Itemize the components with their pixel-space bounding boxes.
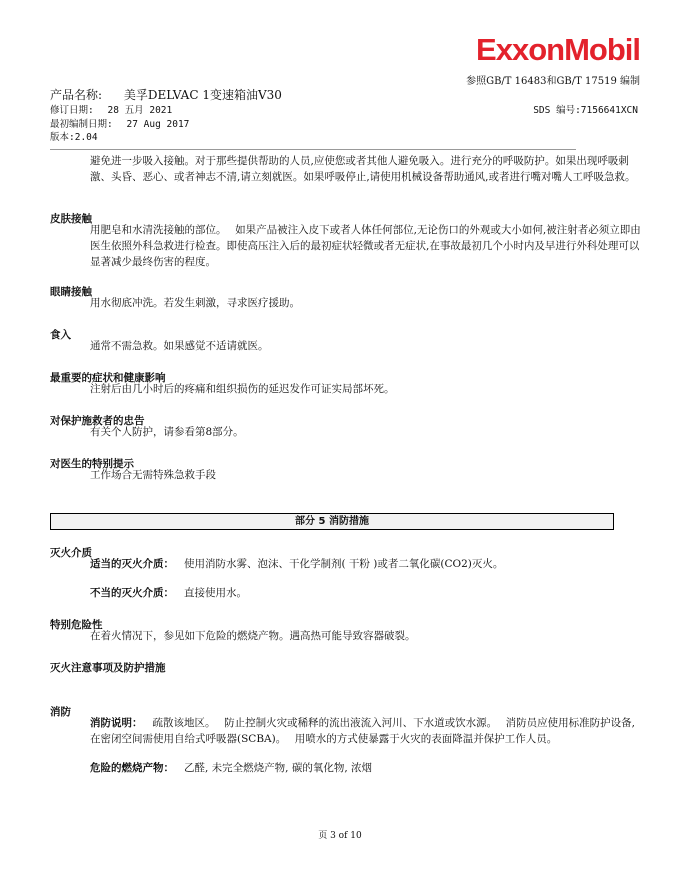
section-5-title-bar: 部分 5 消防措施 bbox=[50, 513, 614, 530]
revision-date-label: 修订日期: bbox=[50, 105, 94, 116]
special-hazards-text: 在着火情况下，参见如下危险的燃烧产物。遇高热可能导致容器破裂。 bbox=[90, 630, 416, 642]
firefighting-heading: 消防 bbox=[50, 706, 71, 718]
product-name: 美孚DELVAC 1变速箱油V30 bbox=[123, 88, 282, 102]
ingestion-heading: 食入 bbox=[50, 329, 71, 341]
firefighting-instructions bbox=[90, 715, 642, 747]
sds-number-label: SDS 编号: bbox=[533, 105, 581, 116]
suitable-media-text: 使用消防水雾、泡沫、干化学制剂( 干粉 )或者二氧化碳(CO2)灭火。 bbox=[184, 558, 504, 570]
header-divider bbox=[50, 149, 576, 150]
combustion-products-label: 危险的燃烧产物： bbox=[90, 762, 174, 774]
special-hazards-heading: 特别危险性 bbox=[50, 619, 103, 631]
firefighting-precautions-heading: 灭火注意事项及防护措施 bbox=[50, 662, 166, 674]
version-label: 版本: bbox=[50, 132, 75, 143]
eye-contact-heading: 眼睛接触 bbox=[50, 286, 92, 298]
initial-date-label: 最初编制日期: bbox=[50, 119, 113, 130]
product-name-line bbox=[50, 86, 282, 103]
product-name-label: 产品名称: bbox=[50, 88, 103, 102]
rescuer-advice-heading: 对保护施救者的忠告 bbox=[50, 415, 145, 427]
unsuitable-media-text: 直接使用水。 bbox=[184, 587, 247, 599]
suitable-media-row bbox=[90, 556, 642, 572]
initial-date: 27 Aug 2017 bbox=[126, 119, 190, 130]
sds-number-line bbox=[533, 102, 638, 116]
physician-note-heading: 对医生的特别提示 bbox=[50, 458, 134, 470]
combustion-products-row bbox=[90, 760, 642, 776]
skin-contact-heading: 皮肤接触 bbox=[50, 213, 92, 225]
ingestion-text: 通常不需急救。如果感觉不适请就医。 bbox=[90, 340, 269, 352]
unsuitable-media-label: 不当的灭火介质： bbox=[90, 587, 174, 599]
unsuitable-media-row bbox=[90, 585, 642, 601]
sds-number: 7156641XCN bbox=[580, 105, 638, 116]
physician-note-text: 工作场合无需特殊急救手段 bbox=[90, 469, 216, 481]
page-number: 页 3 of 10 bbox=[318, 831, 362, 841]
reference-standard: 参照GB/T 16483和GB/T 17519 编制 bbox=[466, 76, 640, 87]
exxonmobil-logo: ExxonMobil bbox=[476, 32, 640, 67]
revision-date: 28 五月 2021 bbox=[107, 105, 173, 116]
initial-date-line bbox=[50, 116, 189, 130]
combustion-products-text: 乙醛, 未完全燃烧产物, 碳的氧化物, 浓烟 bbox=[184, 762, 373, 774]
suitable-media-label: 适当的灭火介质： bbox=[90, 558, 174, 570]
firefighting-instructions-label: 消防说明： bbox=[90, 717, 143, 729]
revision-date-line bbox=[50, 102, 172, 116]
rescuer-advice-text: 有关个人防护，请参看第8部分。 bbox=[90, 426, 244, 438]
extinguishing-media-heading: 灭火介质 bbox=[50, 547, 92, 559]
version-line bbox=[50, 129, 98, 143]
eye-contact-text: 用水彻底冲洗。若发生刺激，寻求医疗援助。 bbox=[90, 297, 300, 309]
symptoms-text: 注射后由几小时后的疼痛和组织损伤的延迟发作可证实局部坏死。 bbox=[90, 383, 395, 395]
firefighting-instructions-text: 疏散该地区。 防止控制火灾或稀释的流出液流入河川、下水道或饮水源。 消防员应使用标准防护设备,在密闭空间需使用自给式呼吸器(SCBA)。 用喷水的方式使暴露于火灾的表面降温并保护工作人员。 bbox=[90, 717, 636, 745]
version-number: 2.04 bbox=[74, 132, 98, 143]
symptoms-heading: 最重要的症状和健康影响 bbox=[50, 372, 166, 384]
skin-contact-text: 用肥皂和水清洗接触的部位。 如果产品被注入皮下或者人体任何部位,无论伤口的外观或大小如何,被注射者必须立即由医生依照外科急救进行检查。即使高压注入后的最初症状轻微或者无症状,在事故最初几个小时内及早进行外科处理可以显著减少最终伤害的程度。 bbox=[90, 224, 641, 268]
inhalation-continued-text: 避免进一步吸入接触。对于那些提供帮助的人员,应使您或者其他人避免吸入。进行充分的呼吸防护。如果出现呼吸刺激、头昏、恶心、或者神志不清,请立刻就医。如果呼吸停止,请使用机械设备帮助通风,或者进行嘴对嘴人工呼吸急救。 bbox=[90, 155, 636, 183]
